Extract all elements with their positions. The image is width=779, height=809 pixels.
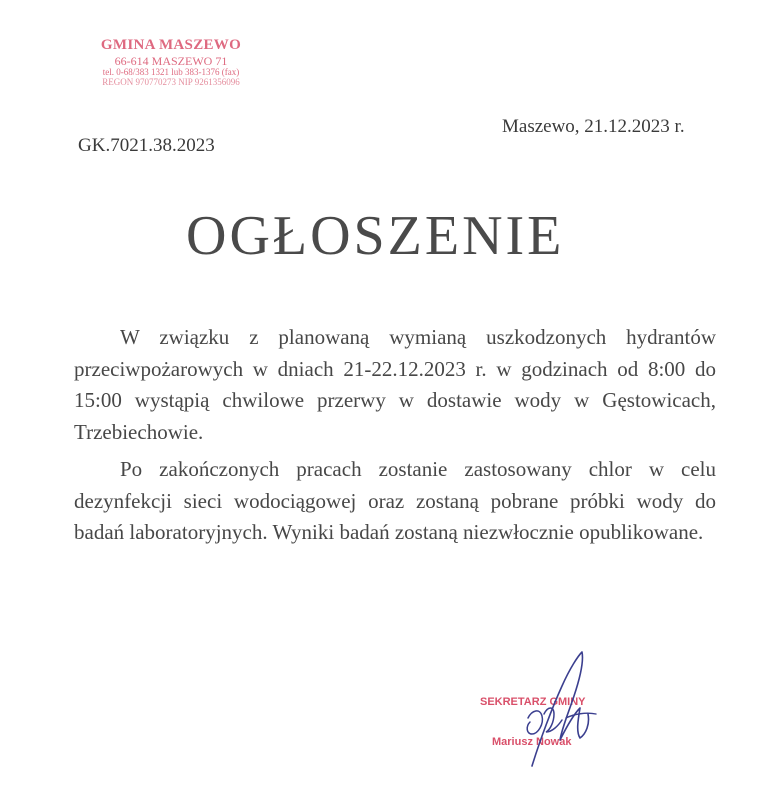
document-title: OGŁOSZENIE	[186, 205, 565, 267]
case-number: GK.7021.38.2023	[78, 135, 215, 156]
stamp-phone: tel. 0-68/383 1321 lub 383-1376 (fax)	[102, 67, 240, 77]
handwritten-signature	[470, 648, 620, 773]
place-date: Maszewo, 21.12.2023 r.	[502, 116, 685, 137]
body-paragraph: W związku z planowaną wymianą uszkodzonych hydrantów przeciwpożarowych w dniach 21-22.12.2023 r. w godzinach od 8:00 do 15:00 wystąpią chwilowe przerwy w dostawie wody w Gęstowicach, Trzebiechowie.	[74, 325, 716, 444]
announcement-body	[74, 322, 716, 549]
signature-role-stamp: SEKRETARZ GMINY	[480, 696, 586, 708]
signature-block	[470, 648, 620, 773]
municipality-stamp	[76, 38, 266, 87]
body-paragraph: Po zakończonych pracach zostanie zastosowany chlor w celu dezynfekcji sieci wodociągowej oraz zostaną pobrane próbki wody do badań laboratoryjnych. Wyniki badań zostaną niezwłocznie opublikowane.	[74, 457, 716, 544]
signature-name-stamp: Mariusz Nowak	[492, 736, 572, 748]
stamp-address: 66-614 MASZEWO 71	[114, 54, 228, 68]
stamp-title: GMINA MASZEWO	[100, 37, 242, 53]
stamp-regon: REGON 970770273 NIP 9261356096	[102, 77, 240, 87]
